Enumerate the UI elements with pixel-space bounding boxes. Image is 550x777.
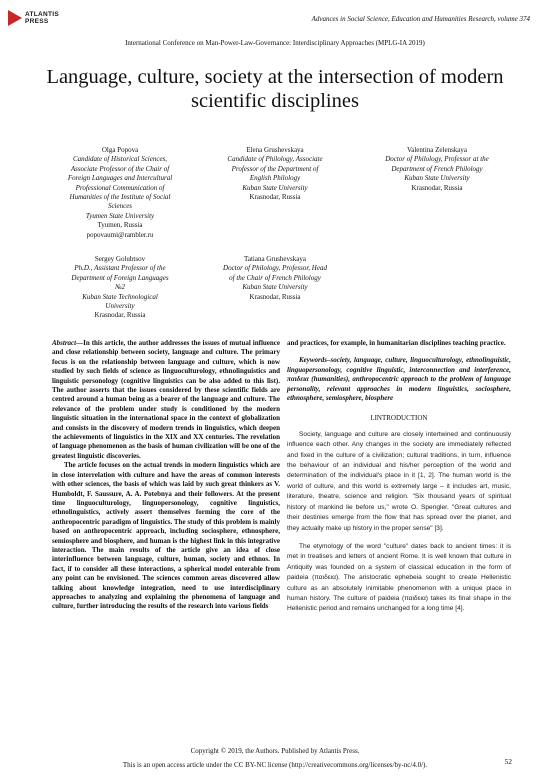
author-affiliation-line: of the Chair of French Philology bbox=[229, 273, 321, 282]
author-location: Krasnodar, Russia bbox=[94, 311, 146, 320]
author-block-1 bbox=[40, 146, 200, 240]
author-block-3 bbox=[352, 146, 522, 193]
author-affiliation-line: Doctor of Philology, Professor at the bbox=[385, 155, 489, 164]
author-affiliation-line: Professional Communication of bbox=[75, 183, 165, 192]
author-affiliation-line: Humanities of the Institute of Social bbox=[69, 193, 171, 202]
atlantis-logo-icon bbox=[8, 10, 22, 26]
author-affiliation-line: Candidate of Philology, Associate bbox=[227, 155, 323, 164]
conference-line: International Conference on Man-Power-Law-Governance: Interdisciplinary Approaches (MPLG-IA 2019) bbox=[125, 39, 425, 47]
publisher-logo bbox=[8, 10, 59, 26]
author-affiliation-line: Candidate of Historical Sciences, bbox=[72, 155, 168, 164]
author-affiliation-line: Kuban State Technological bbox=[82, 292, 158, 301]
running-header: Advances in Social Science, Education and Humanities Research, volume 374 bbox=[311, 15, 530, 23]
author-location: Tyumen, Russia bbox=[97, 221, 143, 230]
left-column bbox=[52, 339, 280, 612]
intro-paragraph-1: Society, language and culture are closely intertwined and continuously influence each other. Any changes in the society are immediately reflected and fixed in the culture of a civilization; cultural traditions, in turn, influence the behaviour of an individual and his/her perception of the world and determination of the individual's place in it [1, 2]. The human world is the world of culture, and this world is extremely large – it includes art, music, literature, theatre, science and religion. "Six thousand years of spiritual history of mankind lie before us," wrote O. Spengler. "Great cultures and their destinies emerge from the flow that has spread over the planet, and they actually make up history in the proper sense" [3]. bbox=[287, 430, 511, 532]
author-affiliation-line: Foreign Languages and Intercultural bbox=[67, 174, 173, 183]
author-name: Valentina Zelenskaya bbox=[406, 146, 468, 154]
author-name: Tatiana Grushevskaya bbox=[244, 255, 306, 263]
logo-line-2: PRESS bbox=[25, 18, 49, 25]
author-name: Elena Grushevskaya bbox=[246, 146, 304, 154]
paper-title: Language, culture, society at the intersection of modern scientific disciplines bbox=[46, 66, 504, 112]
abstract-text: —In this article, the author addresses the issues of mutual influence and close relationship between society, language and culture. The primary focus is on the relationship between language and culture, which is now studied by such fields of science as linguoculturology, ethnolinguistics and linguistic personology (cognitive linguistics can be also added to this list). The author asserts that the issues considered by these scientific fields are centred around a human being as a bearer of the language and culture. The relevance of the problem under study is conditioned by the modern linguistic situation in the international space in the context of globalization and consists in the discovery of modern trends in linguistics, which deepen the achievements of linguistics in the XIX and XX centuries. The revelation of language phenomenon as the basis of human civilization will be one of the greatest linguistic discoveries. bbox=[52, 339, 280, 460]
author-name: Sergey Golubtsov bbox=[94, 255, 146, 263]
author-affiliation-line: Department of French Philology bbox=[391, 164, 483, 173]
section-heading-introduction: I.INTRODUCTION bbox=[370, 414, 428, 423]
author-affiliation-line: Kuban State University bbox=[242, 183, 308, 192]
footer-copyright: Copyright © 2019, the Authors. Published by Atlantis Press. bbox=[190, 747, 360, 755]
intro-paragraph-2: The etymology of the word "culture" dates back to ancient times: it is met in treatises and letters of ancient Rome. It is well known that culture in Antiquity was founded on a system of classical education in the form of paideia (παιδεια). The aristocratic ephebeia sought to create Hellenistic culture as an absolutely inimitable phenomenon with a unique place in human history. The culture of paideia (παιδεια) takes its final shape in the Hellenistic period and remains unchanged for a long time [4]. bbox=[287, 542, 511, 613]
author-affiliation-line: Department of Foreign Languages bbox=[71, 273, 169, 282]
page-number: 52 bbox=[504, 757, 512, 766]
abstract-paragraph-3: and practices, for example, in humanitarian disciplines teaching practice. bbox=[287, 339, 506, 347]
author-affiliation-line: Kuban State University bbox=[404, 174, 470, 183]
author-affiliation-line: English Philology bbox=[249, 174, 301, 183]
author-location: Krasnodar, Russia bbox=[411, 183, 463, 192]
author-affiliation-line: Associate Professor of the Chair of bbox=[70, 164, 170, 173]
logo-line-1: ATLANTIS bbox=[25, 11, 60, 18]
abstract-paragraph-1 bbox=[52, 339, 280, 461]
author-affiliation-line: Tyumen State University bbox=[85, 211, 155, 220]
author-affiliation-line: Kuban State University bbox=[242, 283, 308, 292]
abstract-paragraph-2: The article focuses on the actual trends in modern linguistics which are in close interrelation with culture and have the areas of common interests with other sciences, the basis of which was laid by such great thinkers as V. Humboldt, F. Saussure, A. A. Potebnya and their followers. At the present time linguoculturology, linguopersonology, cognitive linguistics, ethnolinguistics, actively assert themselves forming the core of the anthropocentric paradigm of linguistics. The study of this problem is mainly based on anthropocentric approach, including sociosphere, ethnosphere, semiosphere and biosphere, and human is the highest link in this integrative interaction. The main results of the article give an idea of close interinfluence between language, culture, human, society and ethnos. In fact, if to consider all these interactions, a spherical model enterable from any point can be envisioned. The sciences common areas discovered allow talking about knowledge integration, need to use interdisciplinary approaches to analyzing and explaining the phenomena of language and culture, further introducing the results of the research into various fields bbox=[52, 461, 280, 611]
author-block-4 bbox=[40, 255, 200, 321]
author-affiliation-line: №2 bbox=[114, 283, 126, 292]
right-column bbox=[287, 339, 511, 615]
author-block-5 bbox=[195, 255, 355, 302]
abstract-label: Abstract bbox=[52, 339, 77, 347]
author-affiliation-line: University bbox=[105, 302, 135, 311]
author-affiliation-line: Sciences bbox=[107, 202, 133, 211]
author-affiliation-line: Ph.D., Assistant Professor of the bbox=[74, 264, 166, 273]
author-affiliation-line: Doctor of Philology, Professor, Head bbox=[223, 264, 327, 273]
author-affiliation-line: Professor of the Department of bbox=[231, 164, 319, 173]
author-block-2 bbox=[195, 146, 355, 202]
keywords: Keywords–society, language, culture, linguoculturology, ethnolinguistic, linguopersonology, cognitive linguistic, interconnection and interference, παιδεια (humanities), anthropocentric approach to the problem of language personality, relevant approaches in modern linguistics, sociosphere, ethnosphere, semiosphere, biosphere bbox=[287, 356, 511, 403]
author-location: Krasnodar, Russia bbox=[249, 292, 301, 301]
author-location: Krasnodar, Russia bbox=[249, 193, 301, 202]
footer-license: This is an open access article under the CC BY-NC license (http://creativecommons.org/licenses/by-nc/4.0/). bbox=[122, 761, 428, 769]
author-name: Olga Popova bbox=[101, 146, 139, 154]
author-email[interactable]: popovaumi@rambler.ru bbox=[86, 230, 154, 239]
